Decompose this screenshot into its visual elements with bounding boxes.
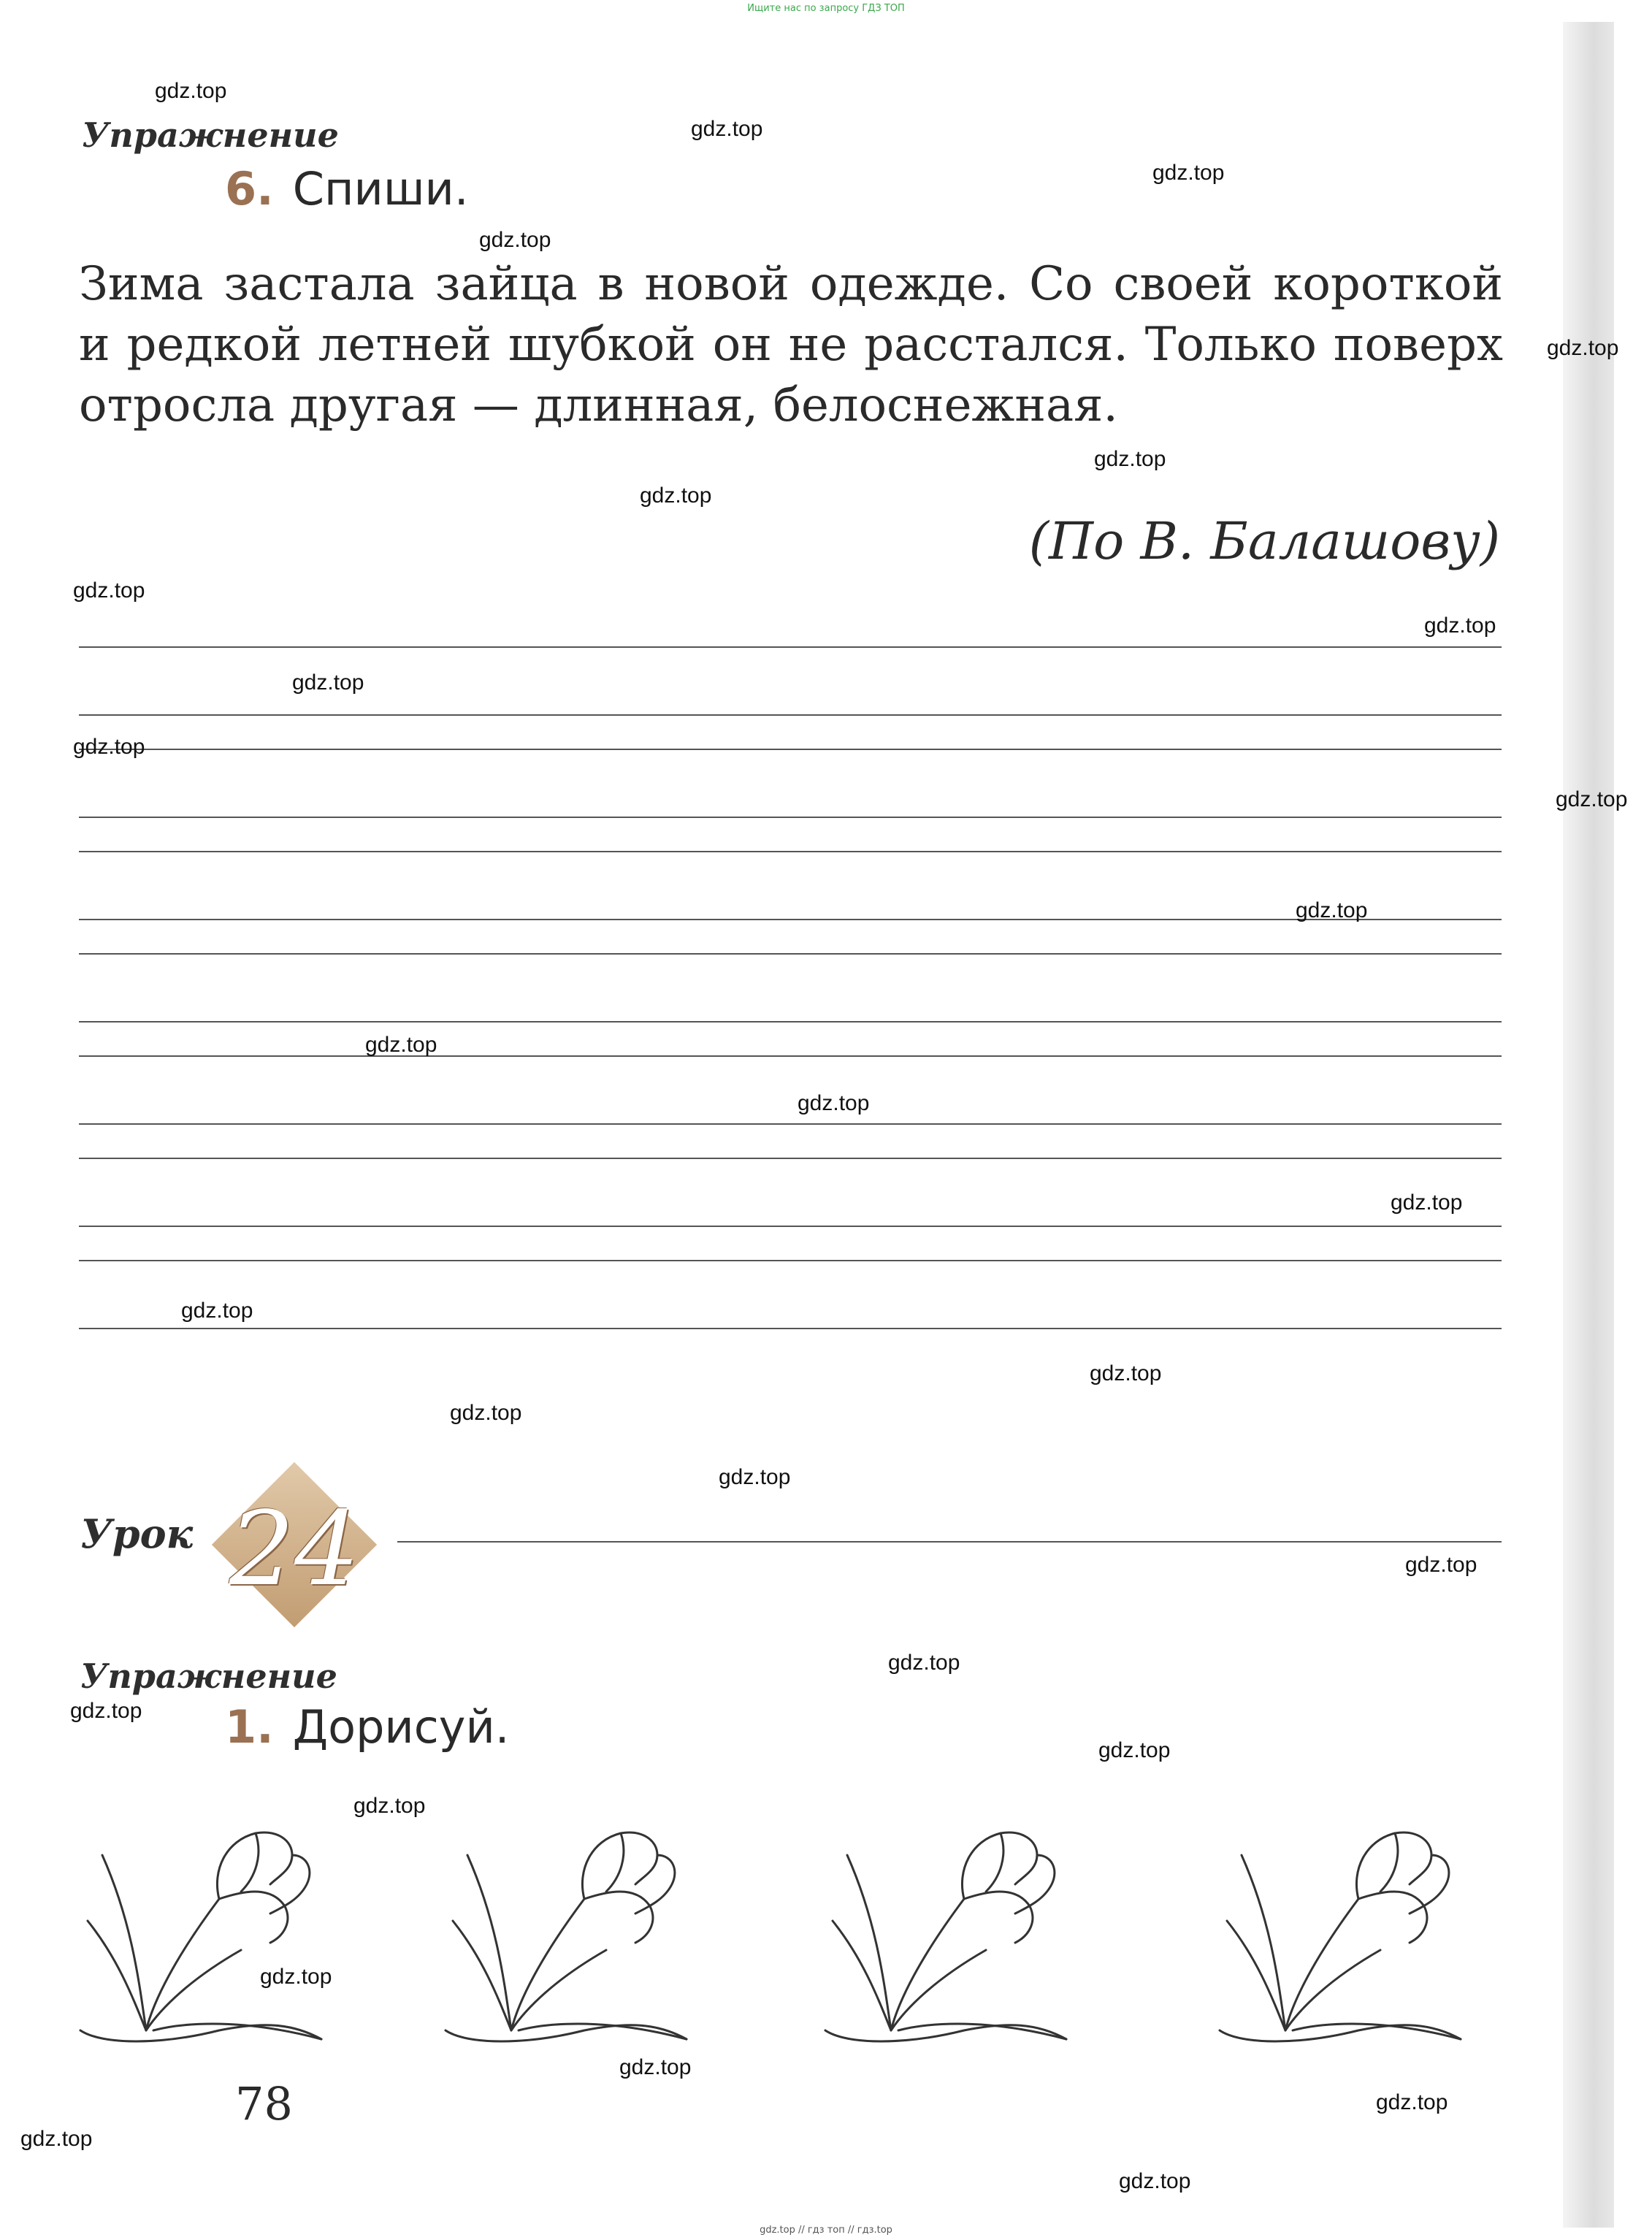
watermark: gdz.top xyxy=(1119,2169,1191,2193)
watermark: gdz.top xyxy=(1098,1738,1171,1762)
exercise-title xyxy=(225,1700,510,1754)
flower-drawing[interactable] xyxy=(80,1832,321,2041)
bottom-banner[interactable]: gdz.top // гдз топ // гдз.top xyxy=(760,2225,892,2236)
writing-line[interactable] xyxy=(79,1260,1502,1261)
watermark: gdz.top xyxy=(292,670,364,695)
watermark: gdz.top xyxy=(1090,1361,1162,1385)
lesson-badge xyxy=(210,1461,378,1629)
watermark: gdz.top xyxy=(1547,336,1619,360)
watermark: gdz.top xyxy=(155,79,227,103)
exercise-instruction: Спиши. xyxy=(292,162,469,215)
lesson-label: Урок xyxy=(80,1510,194,1557)
watermark: gdz.top xyxy=(73,578,145,603)
watermark: gdz.top xyxy=(719,1465,791,1489)
exercise-text: Зима застала зайца в новой одежде. Со своей короткой и редкой летней шубкой он не расстался. Только поверх отросла другая — длинная, белоснежная. xyxy=(79,257,1503,432)
watermark: gdz.top xyxy=(1376,2090,1448,2114)
exercise-number: 6. xyxy=(225,162,274,215)
watermark: gdz.top xyxy=(260,1965,332,1989)
page-number: 78 xyxy=(235,2077,293,2130)
watermark: gdz.top xyxy=(1094,447,1166,471)
watermark: gdz.top xyxy=(181,1299,253,1323)
writing-line[interactable] xyxy=(79,919,1502,920)
watermark: gdz.top xyxy=(1152,161,1225,185)
writing-line[interactable] xyxy=(79,714,1502,716)
writing-line[interactable] xyxy=(79,851,1502,852)
writing-line[interactable] xyxy=(79,1123,1502,1125)
writing-line[interactable] xyxy=(79,1021,1502,1022)
writing-line[interactable] xyxy=(79,953,1502,955)
exercise-caption: Упражнение xyxy=(82,115,339,155)
lesson-number: 24 xyxy=(229,1490,360,1609)
writing-line[interactable] xyxy=(79,1055,1502,1057)
exercise-number: 1. xyxy=(225,1700,274,1754)
watermark: gdz.top xyxy=(450,1401,522,1425)
lesson-line xyxy=(397,1541,1502,1543)
flower-drawing[interactable] xyxy=(445,1832,687,2041)
watermark: gdz.top xyxy=(353,1794,426,1818)
exercise-title xyxy=(225,162,469,215)
watermark: gdz.top xyxy=(619,2055,692,2079)
exercise-instruction: Дорисуй. xyxy=(292,1700,510,1754)
flower-drawing[interactable] xyxy=(825,1832,1066,2041)
flower-drawing[interactable] xyxy=(1220,1832,1461,2041)
watermark: gdz.top xyxy=(479,228,551,252)
writing-line[interactable] xyxy=(79,1328,1502,1329)
top-banner[interactable]: Ищите нас по запросу ГДЗ ТОП xyxy=(747,3,905,14)
writing-line[interactable] xyxy=(79,646,1502,648)
writing-line[interactable] xyxy=(79,1226,1502,1227)
watermark: gdz.top xyxy=(1296,898,1368,922)
watermark: gdz.top xyxy=(1391,1190,1463,1215)
exercise-caption: Упражнение xyxy=(80,1656,337,1696)
watermark: gdz.top xyxy=(365,1033,437,1057)
watermark: gdz.top xyxy=(798,1091,870,1115)
watermark: gdz.top xyxy=(888,1651,960,1675)
watermark: gdz.top xyxy=(73,735,145,759)
watermark: gdz.top xyxy=(70,1699,142,1723)
watermark: gdz.top xyxy=(640,483,712,508)
writing-line[interactable] xyxy=(79,749,1502,750)
writing-line[interactable] xyxy=(79,1158,1502,1159)
watermark: gdz.top xyxy=(1405,1553,1477,1577)
watermark: gdz.top xyxy=(1424,613,1496,638)
flower-drawings[interactable] xyxy=(73,1811,1504,2074)
watermark: gdz.top xyxy=(1556,787,1628,811)
watermark: gdz.top xyxy=(691,117,763,141)
watermark: gdz.top xyxy=(20,2127,93,2151)
attribution: (По В. Балашову) xyxy=(1028,511,1500,571)
writing-line[interactable] xyxy=(79,817,1502,818)
